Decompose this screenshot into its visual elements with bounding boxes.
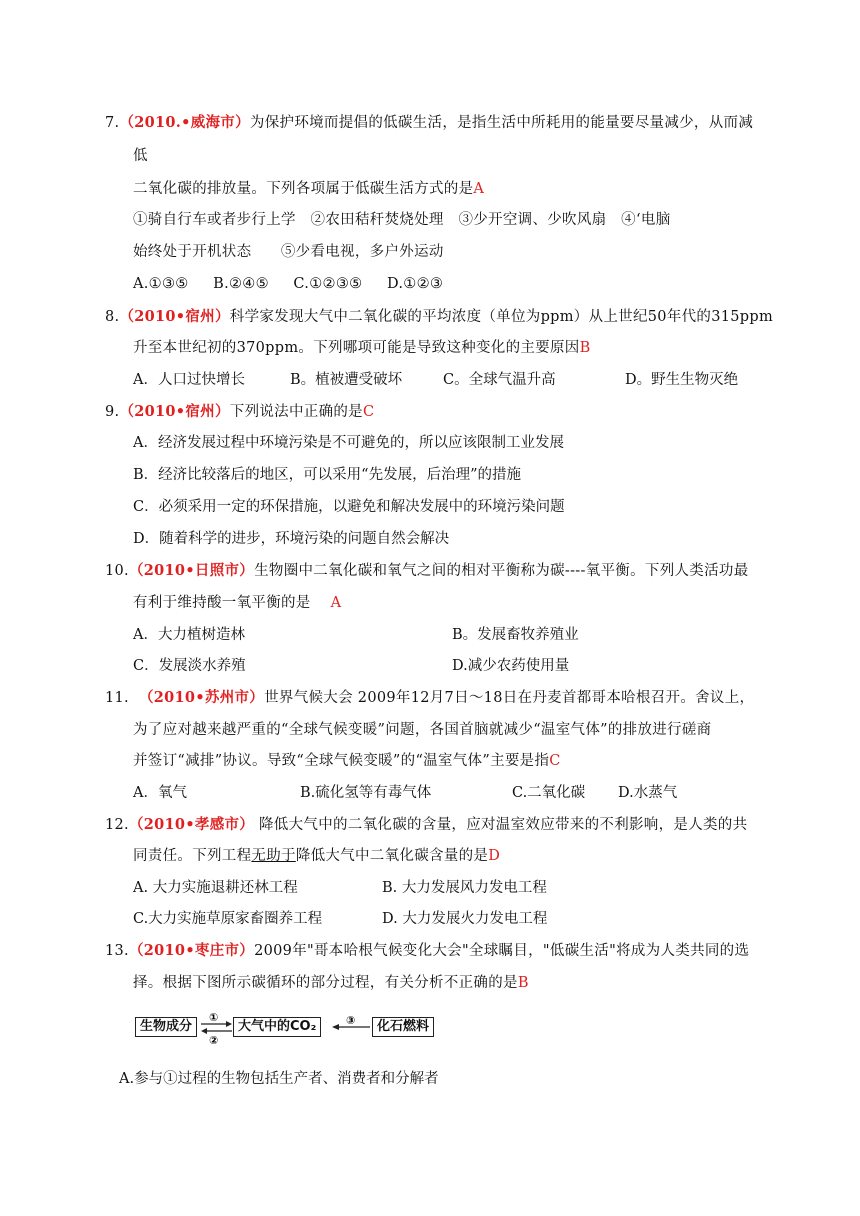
arrow-3-head (332, 1024, 339, 1030)
q8-line-2 (133, 338, 591, 358)
q12-option-c: C.大力实施草原家畜圈养工程 (133, 911, 323, 927)
q10-line-2 (133, 593, 341, 613)
q9-answer: C (362, 404, 375, 420)
arrow-1-label: ① (209, 1011, 219, 1024)
q12-line-2 (133, 846, 500, 866)
q10-text-2: 有利于维持酸一氧平衡的是 (133, 595, 311, 611)
q8-source: （2010•宿州） (119, 308, 230, 325)
q11-text-1: 世界气候大会 2009年12月7日～18日在丹麦首都哥本哈根召开。舍议上， (264, 690, 755, 706)
q10-option-c: C．发展淡水养殖 (133, 658, 246, 674)
q7-text-3: 二氧化碳的排放量。下列各项属于低碳生活方式的是 (133, 181, 474, 197)
q13-text-1: 2009年"哥本哈根气候变化大会"全球瞩目，"低碳生活"将成为人类共同的选 (254, 943, 750, 959)
q11-option-c: C.二氧化碳 (512, 785, 586, 801)
q12-text-2a: 同责任。下列工程 (133, 848, 252, 864)
q11-option-a: A．氧气 (133, 785, 187, 801)
q12-source: （2010•孝感市） (128, 816, 255, 833)
q10-line-1 (105, 561, 749, 581)
q10-source: （2010•日照市） (128, 562, 255, 579)
q13-source: （2010•枣庄市） (128, 942, 255, 959)
q11-option-b: B.硫化氢等有毒气体 (300, 785, 432, 801)
q12-option-a: A. 大力实施退耕还林工程 (133, 880, 298, 896)
q7-text-1: 为保护环境而提倡的低碳生活，是指生活中所耗用的能量要尽量减少，从而减 (249, 115, 754, 131)
q12-option-d: D. 大力发展火力发电工程 (382, 911, 548, 927)
q12-emphasis: 无助于 (251, 848, 296, 864)
q10-answer: A (330, 595, 342, 611)
q11-option-d: D.水蒸气 (618, 785, 678, 801)
arrow-1-head (226, 1021, 232, 1027)
q11-number: 11. (105, 690, 129, 706)
q10-option-b: B。发展畜牧养殖业 (452, 627, 579, 643)
arrow-2-head (201, 1028, 207, 1034)
q7-source: （2010.•威海市） (119, 114, 250, 131)
q10-option-d: D.减少农药使用量 (452, 658, 570, 674)
q8-option-a: A．人口过快增长 (133, 372, 245, 388)
q12-number: 12. (105, 817, 129, 833)
q7-options: A.①③⑤ B.②④⑤ C.①②③⑤ D.①②③ (133, 276, 444, 292)
q10-option-a: A．大力植树造林 (133, 627, 245, 643)
q10-text-1: 生物圈中二氧化碳和氧气之间的相对平衡称为碳----氧平衡。下列人类活功最 (254, 563, 749, 579)
q7-line-1 (105, 113, 753, 133)
diagram-box-fossil-fuel: 化石燃料 (372, 1017, 434, 1037)
q9-option-b: B．经济比较落后的地区，可以采用“先发展，后治理”的措施 (133, 467, 521, 483)
q7-items-1: ①骑自行车或者步行上学 ②农田秸秆焚烧处理 ③少开空调、少吹风扇 ④‘电脑 (133, 212, 671, 228)
q8-option-b: B。植被遭受破坏 (290, 372, 403, 388)
q7-line-3 (133, 179, 484, 199)
q8-option-d: D。野生生物灭绝 (625, 372, 739, 388)
q11-answer: C (549, 753, 561, 769)
q7-number: 7. (105, 115, 120, 131)
diagram-box-atmosphere: 大气中的CO₂ (233, 1017, 321, 1037)
diagram-box-biological: 生物成分 (135, 1017, 197, 1037)
q7-line-2: 低 (133, 148, 148, 164)
q9-line-1 (105, 402, 374, 422)
q9-option-c: C．必须采用一定的环保措施，以避免和解决发展中的环境污染问题 (133, 499, 565, 515)
q13-text-2: 择。根据下图所示碳循环的部分过程，有关分析不正确的是 (133, 975, 518, 991)
q13-line-1 (105, 941, 749, 961)
arrow-2-label: ② (209, 1034, 219, 1046)
q11-source: （2010•苏州市） (138, 689, 265, 706)
q9-text-1: 下列说法中正确的是 (229, 404, 363, 420)
q11-text-3: 并签订“减排”协议。导致“全球气候变暖”的“温室气体”主要是指 (133, 753, 550, 769)
q13-number: 13. (105, 943, 129, 959)
q10-number: 10. (105, 563, 129, 579)
q8-option-c: C。全球气温升高 (443, 372, 556, 388)
q9-number: 9. (105, 404, 120, 420)
q11-line-2: 为了应对越来越严重的“全球气候变暖”问题，各国首脑就减少“温室气体”的排放进行磋商 (133, 722, 712, 738)
q9-option-a: A．经济发展过程中环境污染是不可避免的，所以应该限制工业发展 (133, 435, 564, 451)
arrow-3-label: ③ (346, 1014, 356, 1027)
q8-text-1: 科学家发现大气中二氧化碳的平均浓度（单位为ppm）从上世纪50年代的315ppm (229, 309, 774, 325)
q9-option-d: D．随着科学的进步，环境污染的问题自然会解决 (133, 531, 450, 547)
q8-text-2: 升至本世纪初的370ppm。下列哪项可能是导致这种变化的主要原因 (133, 340, 580, 356)
q13-answer: B (517, 975, 529, 991)
q7-items-2: 始终处于开机状态 ⑤少看电视，多户外运动 (133, 244, 444, 260)
q12-option-b: B. 大力发展风力发电工程 (382, 880, 547, 896)
q8-answer: B (579, 340, 591, 356)
q8-number: 8. (105, 309, 120, 325)
q9-source: （2010•宿州） (119, 403, 230, 420)
q7-answer: A (473, 181, 485, 197)
q11-line-3 (133, 751, 561, 771)
q8-line-1 (105, 307, 773, 327)
q13-option-a: A.参与①过程的生物包括生产者、消费者和分解者 (119, 1071, 439, 1087)
q13-line-2 (133, 973, 529, 993)
q12-answer: D (488, 848, 501, 864)
q12-text-2b: 降低大气中二氧化碳含量的是 (295, 848, 489, 864)
diagram-arrows (133, 1010, 453, 1046)
q12-line-1 (105, 815, 747, 835)
q12-text-1: 降低大气中的二氧化碳的含量，应对温室效应带来的不利影响，是人类的共 (254, 817, 748, 833)
carbon-cycle-diagram (133, 1010, 453, 1046)
q11-line-1 (105, 688, 754, 708)
